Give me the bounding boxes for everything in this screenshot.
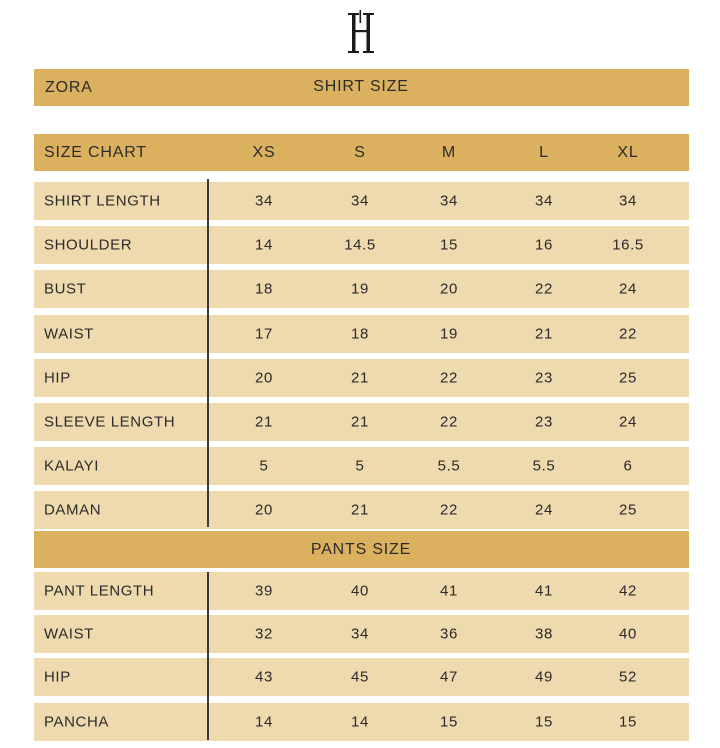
size-value-cell: 16	[535, 236, 553, 254]
size-value-cell: 43	[255, 668, 273, 686]
size-value-cell: 16.5	[612, 236, 644, 254]
size-value-cell: 14	[255, 713, 273, 731]
size-value-cell: 14.5	[344, 236, 376, 254]
size-value-cell: 22	[440, 501, 458, 519]
size-header-s: S	[354, 144, 366, 161]
table-row	[34, 615, 689, 653]
brand-name: ZORA	[45, 79, 93, 96]
size-value-cell: 21	[351, 501, 369, 519]
table-row	[34, 403, 689, 441]
size-header-l: L	[539, 144, 549, 161]
size-value-cell: 24	[535, 501, 553, 519]
row-label: SHOULDER	[44, 236, 133, 254]
size-value-cell: 45	[351, 668, 369, 686]
size-value-cell: 22	[535, 280, 553, 298]
row-label: PANT LENGTH	[44, 582, 155, 600]
size-value-cell: 34	[351, 192, 369, 210]
size-value-cell: 21	[351, 413, 369, 431]
row-label: BUST	[44, 280, 87, 298]
table-row	[34, 658, 689, 696]
table-row	[34, 182, 689, 220]
size-header-m: M	[441, 144, 457, 161]
pants-size-title: PANTS SIZE	[310, 541, 412, 558]
size-value-cell: 20	[255, 501, 273, 519]
size-value-cell: 21	[255, 413, 273, 431]
table-row	[34, 491, 689, 529]
table-row	[34, 315, 689, 353]
size-value-cell: 15	[535, 713, 553, 731]
size-value-cell: 5	[355, 457, 365, 475]
row-label: SLEEVE LENGTH	[44, 413, 176, 431]
size-value-cell: 40	[619, 625, 637, 643]
table-row	[34, 447, 689, 485]
size-value-cell: 5.5	[437, 457, 461, 475]
row-label: SHIRT LENGTH	[44, 192, 161, 210]
size-value-cell: 25	[619, 369, 637, 387]
pants-column-divider	[207, 572, 209, 740]
table-row	[34, 359, 689, 397]
table-row	[34, 572, 689, 610]
size-value-cell: 42	[619, 582, 637, 600]
size-value-cell: 22	[440, 413, 458, 431]
size-value-cell: 19	[351, 280, 369, 298]
table-row	[34, 703, 689, 741]
size-value-cell: 32	[255, 625, 273, 643]
row-label: KALAYI	[44, 457, 100, 475]
size-value-cell: 34	[255, 192, 273, 210]
size-value-cell: 22	[440, 369, 458, 387]
size-chart-header	[34, 134, 689, 171]
size-value-cell: 24	[619, 413, 637, 431]
size-value-cell: 15	[440, 236, 458, 254]
pants-size-header	[34, 531, 689, 568]
size-value-cell: 24	[619, 280, 637, 298]
size-value-cell: 47	[440, 668, 458, 686]
table-row	[34, 226, 689, 264]
size-value-cell: 22	[619, 325, 637, 343]
size-value-cell: 34	[619, 192, 637, 210]
size-value-cell: 34	[535, 192, 553, 210]
shirt-column-divider	[207, 179, 209, 527]
size-value-cell: 17	[255, 325, 273, 343]
size-header-xs: XS	[252, 144, 276, 161]
size-value-cell: 6	[623, 457, 633, 475]
size-value-cell: 40	[351, 582, 369, 600]
size-value-cell: 21	[535, 325, 553, 343]
row-label: PANCHA	[44, 713, 109, 731]
size-value-cell: 15	[619, 713, 637, 731]
size-value-cell: 5	[259, 457, 269, 475]
monogram-h-icon	[348, 10, 374, 56]
row-label: HIP	[44, 668, 71, 686]
row-label: HIP	[44, 369, 71, 387]
size-value-cell: 5.5	[532, 457, 556, 475]
size-value-cell: 14	[351, 713, 369, 731]
size-value-cell: 19	[440, 325, 458, 343]
size-value-cell: 14	[255, 236, 273, 254]
size-value-cell: 36	[440, 625, 458, 643]
size-value-cell: 18	[255, 280, 273, 298]
shirt-size-title: SHIRT SIZE	[313, 78, 409, 95]
size-value-cell: 52	[619, 668, 637, 686]
size-value-cell: 41	[535, 582, 553, 600]
size-value-cell: 41	[440, 582, 458, 600]
size-header-xl: XL	[617, 144, 639, 161]
size-chart-label: SIZE CHART	[44, 144, 147, 161]
row-label: WAIST	[44, 625, 94, 643]
size-value-cell: 23	[535, 413, 553, 431]
table-row	[34, 270, 689, 308]
size-value-cell: 25	[619, 501, 637, 519]
size-value-cell: 34	[351, 625, 369, 643]
row-label: WAIST	[44, 325, 94, 343]
size-value-cell: 20	[440, 280, 458, 298]
size-value-cell: 23	[535, 369, 553, 387]
shirt-size-header	[34, 69, 689, 106]
size-value-cell: 34	[440, 192, 458, 210]
row-label: DAMAN	[44, 501, 102, 519]
size-value-cell: 39	[255, 582, 273, 600]
size-value-cell: 15	[440, 713, 458, 731]
size-value-cell: 21	[351, 369, 369, 387]
size-value-cell: 18	[351, 325, 369, 343]
size-value-cell: 20	[255, 369, 273, 387]
size-value-cell: 38	[535, 625, 553, 643]
size-value-cell: 49	[535, 668, 553, 686]
